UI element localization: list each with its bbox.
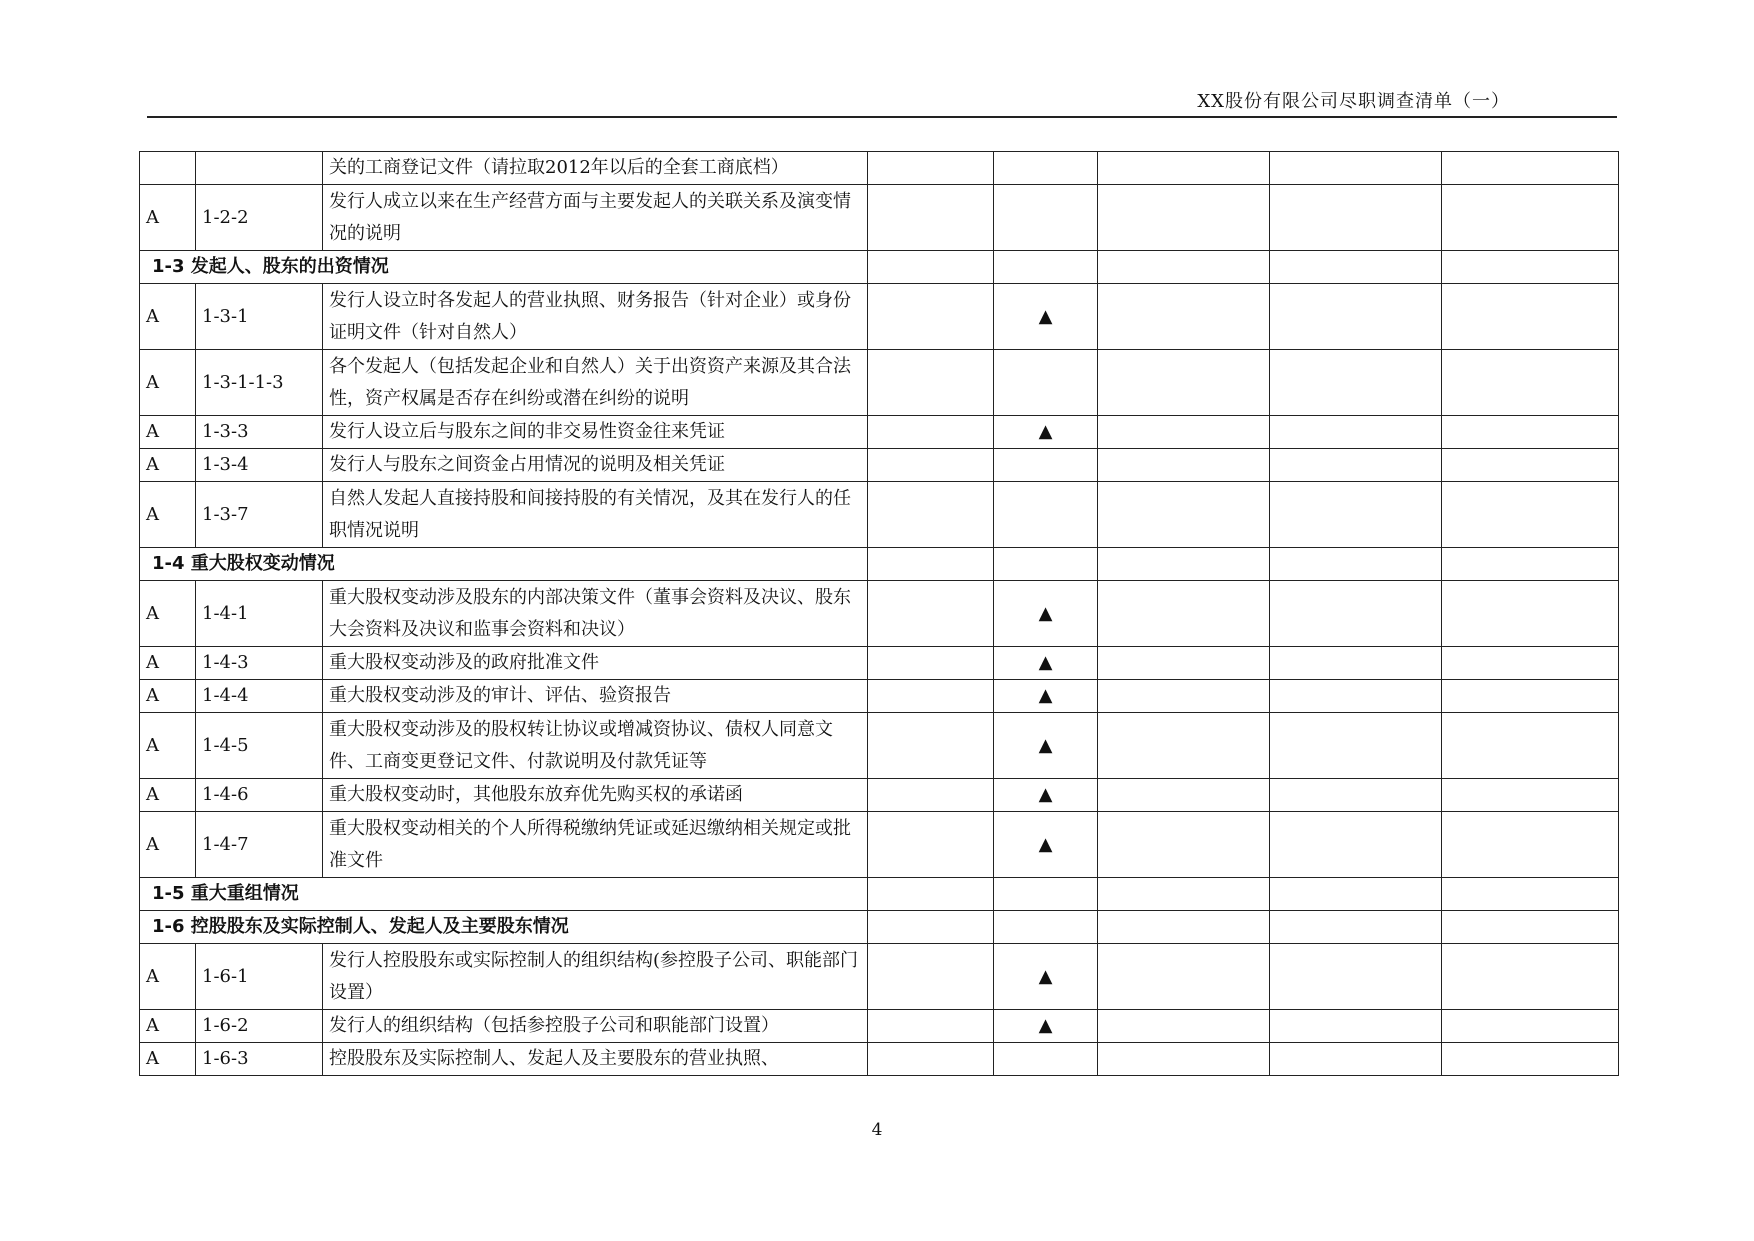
item-description: 发行人成立以来在生产经营方面与主要发起人的关联关系及演变情况的说明 <box>323 185 868 251</box>
item-description: 重大股权变动涉及的政府批准文件 <box>323 647 868 680</box>
empty-cell <box>1098 251 1270 284</box>
empty-cell <box>1098 713 1270 779</box>
required-mark: ▲ <box>994 1010 1098 1043</box>
level-cell: A <box>140 449 196 482</box>
item-description: 重大股权变动涉及的股权转让协议或增减资协议、债权人同意文件、工商变更登记文件、付款说明及付款凭证等 <box>323 713 868 779</box>
required-mark: ▲ <box>994 713 1098 779</box>
due-diligence-table <box>139 151 1619 1076</box>
item-code: 1-3-7 <box>196 482 323 548</box>
section-title: 1-5 重大重组情况 <box>140 878 868 911</box>
item-code: 1-4-6 <box>196 779 323 812</box>
item-code: 1-3-1 <box>196 284 323 350</box>
empty-cell <box>1270 416 1442 449</box>
required-mark: ▲ <box>994 284 1098 350</box>
empty-cell <box>1442 350 1619 416</box>
empty-cell <box>1098 779 1270 812</box>
table-row <box>140 812 1619 878</box>
required-mark <box>994 152 1098 185</box>
item-code: 1-4-3 <box>196 647 323 680</box>
table-row <box>140 647 1619 680</box>
empty-cell <box>1270 350 1442 416</box>
empty-cell <box>1098 185 1270 251</box>
level-cell: A <box>140 350 196 416</box>
empty-cell <box>868 152 994 185</box>
level-cell: A <box>140 1010 196 1043</box>
empty-cell <box>994 251 1098 284</box>
item-description: 发行人控股股东或实际控制人的组织结构(参控股子公司、职能部门设置） <box>323 944 868 1010</box>
item-code <box>196 152 323 185</box>
item-description: 重大股权变动涉及的审计、评估、验资报告 <box>323 680 868 713</box>
item-description: 自然人发起人直接持股和间接持股的有关情况，及其在发行人的任职情况说明 <box>323 482 868 548</box>
empty-cell <box>868 416 994 449</box>
empty-cell <box>868 647 994 680</box>
table-row <box>140 680 1619 713</box>
empty-cell <box>1442 152 1619 185</box>
page-number: 4 <box>871 1120 883 1140</box>
table-row <box>140 284 1619 350</box>
table-row <box>140 581 1619 647</box>
section-row <box>140 251 1619 284</box>
empty-cell <box>868 878 994 911</box>
empty-cell <box>868 482 994 548</box>
empty-cell <box>1442 449 1619 482</box>
empty-cell <box>1442 944 1619 1010</box>
empty-cell <box>1098 878 1270 911</box>
empty-cell <box>1098 482 1270 548</box>
item-code: 1-3-1-1-3 <box>196 350 323 416</box>
item-description: 各个发起人（包括发起企业和自然人）关于出资资产来源及其合法性，资产权属是否存在纠纷或潜在纠纷的说明 <box>323 350 868 416</box>
level-cell: A <box>140 1043 196 1076</box>
empty-cell <box>1098 152 1270 185</box>
empty-cell <box>1098 680 1270 713</box>
required-mark: ▲ <box>994 416 1098 449</box>
empty-cell <box>868 548 994 581</box>
document-header-title: XX股份有限公司尽职调查清单（一） <box>1197 91 1510 112</box>
item-description: 重大股权变动相关的个人所得税缴纳凭证或延迟缴纳相关规定或批准文件 <box>323 812 868 878</box>
item-description: 关的工商登记文件（请拉取2012年以后的全套工商底档） <box>323 152 868 185</box>
empty-cell <box>1442 911 1619 944</box>
table-row <box>140 152 1619 185</box>
empty-cell <box>868 284 994 350</box>
item-description: 控股股东及实际控制人、发起人及主要股东的营业执照、 <box>323 1043 868 1076</box>
table-row <box>140 1043 1619 1076</box>
empty-cell <box>1098 1043 1270 1076</box>
table-row <box>140 185 1619 251</box>
level-cell: A <box>140 185 196 251</box>
empty-cell <box>1442 185 1619 251</box>
table-row <box>140 482 1619 548</box>
empty-cell <box>1270 647 1442 680</box>
empty-cell <box>1270 878 1442 911</box>
level-cell: A <box>140 779 196 812</box>
empty-cell <box>1270 548 1442 581</box>
empty-cell <box>994 911 1098 944</box>
empty-cell <box>1270 911 1442 944</box>
empty-cell <box>1270 1010 1442 1043</box>
table-row <box>140 350 1619 416</box>
section-row <box>140 878 1619 911</box>
empty-cell <box>1270 1043 1442 1076</box>
table-row <box>140 944 1619 1010</box>
required-mark: ▲ <box>994 647 1098 680</box>
empty-cell <box>994 878 1098 911</box>
empty-cell <box>868 1043 994 1076</box>
level-cell <box>140 152 196 185</box>
empty-cell <box>1442 251 1619 284</box>
empty-cell <box>868 251 994 284</box>
empty-cell <box>1442 416 1619 449</box>
empty-cell <box>1098 1010 1270 1043</box>
level-cell: A <box>140 944 196 1010</box>
empty-cell <box>868 911 994 944</box>
section-row <box>140 548 1619 581</box>
empty-cell <box>868 944 994 1010</box>
empty-cell <box>868 812 994 878</box>
item-code: 1-6-2 <box>196 1010 323 1043</box>
table-body <box>140 152 1619 1076</box>
level-cell: A <box>140 284 196 350</box>
empty-cell <box>1098 911 1270 944</box>
item-description: 重大股权变动涉及股东的内部决策文件（董事会资料及决议、股东大会资料及决议和监事会资料和决议） <box>323 581 868 647</box>
empty-cell <box>1442 548 1619 581</box>
empty-cell <box>1098 581 1270 647</box>
required-mark <box>994 482 1098 548</box>
empty-cell <box>994 548 1098 581</box>
item-code: 1-2-2 <box>196 185 323 251</box>
level-cell: A <box>140 812 196 878</box>
required-mark: ▲ <box>994 680 1098 713</box>
header-rule <box>147 116 1617 118</box>
empty-cell <box>868 779 994 812</box>
level-cell: A <box>140 713 196 779</box>
section-title: 1-3 发起人、股东的出资情况 <box>140 251 868 284</box>
required-mark: ▲ <box>994 779 1098 812</box>
empty-cell <box>1098 647 1270 680</box>
item-code: 1-6-1 <box>196 944 323 1010</box>
item-code: 1-4-7 <box>196 812 323 878</box>
empty-cell <box>1270 944 1442 1010</box>
level-cell: A <box>140 680 196 713</box>
empty-cell <box>1098 449 1270 482</box>
required-mark: ▲ <box>994 944 1098 1010</box>
empty-cell <box>1098 812 1270 878</box>
table-row <box>140 416 1619 449</box>
level-cell: A <box>140 647 196 680</box>
item-code: 1-3-4 <box>196 449 323 482</box>
section-title: 1-6 控股股东及实际控制人、发起人及主要股东情况 <box>140 911 868 944</box>
empty-cell <box>1270 284 1442 350</box>
table-row <box>140 449 1619 482</box>
empty-cell <box>1442 812 1619 878</box>
empty-cell <box>1270 812 1442 878</box>
empty-cell <box>868 581 994 647</box>
required-mark <box>994 350 1098 416</box>
empty-cell <box>868 680 994 713</box>
table-row <box>140 713 1619 779</box>
empty-cell <box>868 713 994 779</box>
item-code: 1-6-3 <box>196 1043 323 1076</box>
item-code: 1-4-1 <box>196 581 323 647</box>
item-code: 1-4-5 <box>196 713 323 779</box>
required-mark <box>994 1043 1098 1076</box>
required-mark <box>994 185 1098 251</box>
empty-cell <box>1098 944 1270 1010</box>
item-description: 发行人设立时各发起人的营业执照、财务报告（针对企业）或身份证明文件（针对自然人） <box>323 284 868 350</box>
empty-cell <box>1442 1010 1619 1043</box>
level-cell: A <box>140 581 196 647</box>
level-cell: A <box>140 482 196 548</box>
empty-cell <box>1098 416 1270 449</box>
empty-cell <box>1442 1043 1619 1076</box>
required-mark <box>994 449 1098 482</box>
empty-cell <box>1270 680 1442 713</box>
empty-cell <box>1442 680 1619 713</box>
empty-cell <box>1270 449 1442 482</box>
empty-cell <box>868 350 994 416</box>
empty-cell <box>1442 581 1619 647</box>
empty-cell <box>1442 878 1619 911</box>
section-title: 1-4 重大股权变动情况 <box>140 548 868 581</box>
item-code: 1-4-4 <box>196 680 323 713</box>
empty-cell <box>1270 152 1442 185</box>
empty-cell <box>1270 251 1442 284</box>
empty-cell <box>1442 713 1619 779</box>
empty-cell <box>1098 548 1270 581</box>
empty-cell <box>868 185 994 251</box>
empty-cell <box>868 1010 994 1043</box>
empty-cell <box>868 449 994 482</box>
item-description: 重大股权变动时，其他股东放弃优先购买权的承诺函 <box>323 779 868 812</box>
table-row <box>140 1010 1619 1043</box>
empty-cell <box>1442 647 1619 680</box>
empty-cell <box>1270 482 1442 548</box>
table-row <box>140 779 1619 812</box>
item-code: 1-3-3 <box>196 416 323 449</box>
empty-cell <box>1442 284 1619 350</box>
empty-cell <box>1442 779 1619 812</box>
empty-cell <box>1270 779 1442 812</box>
item-description: 发行人设立后与股东之间的非交易性资金往来凭证 <box>323 416 868 449</box>
level-cell: A <box>140 416 196 449</box>
empty-cell <box>1270 713 1442 779</box>
section-row <box>140 911 1619 944</box>
empty-cell <box>1442 482 1619 548</box>
item-description: 发行人与股东之间资金占用情况的说明及相关凭证 <box>323 449 868 482</box>
empty-cell <box>1098 350 1270 416</box>
required-mark: ▲ <box>994 812 1098 878</box>
item-description: 发行人的组织结构（包括参控股子公司和职能部门设置） <box>323 1010 868 1043</box>
empty-cell <box>1270 581 1442 647</box>
empty-cell <box>1098 284 1270 350</box>
empty-cell <box>1270 185 1442 251</box>
required-mark: ▲ <box>994 581 1098 647</box>
